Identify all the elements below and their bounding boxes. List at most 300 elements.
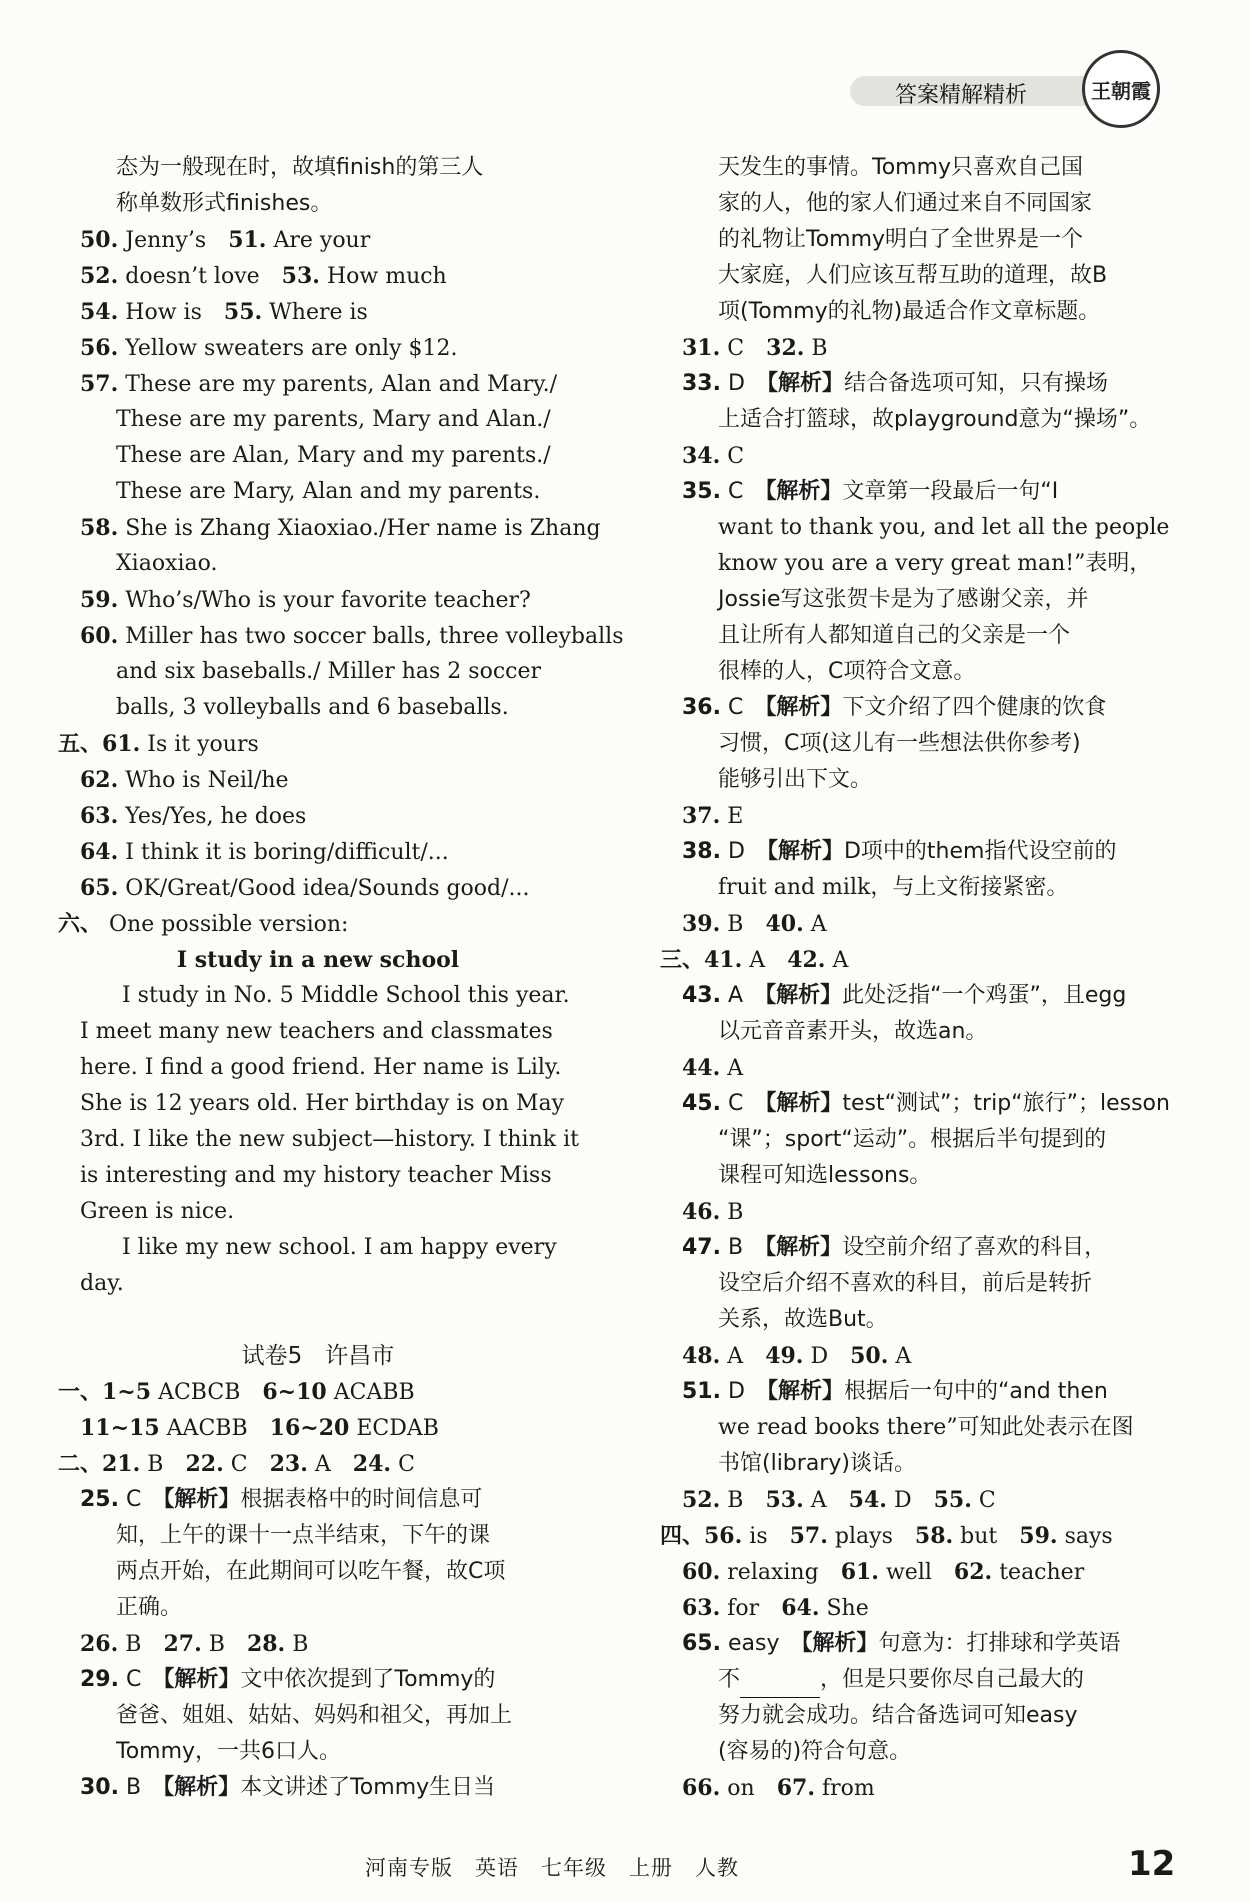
- answer-line: [660, 1086, 1170, 1122]
- answer-text: but: [960, 1524, 998, 1549]
- answer-line: [660, 1662, 1160, 1698]
- answer-line: [660, 1590, 1160, 1626]
- answer-line: [58, 330, 578, 366]
- answer-text: Is it yours: [147, 732, 259, 757]
- answer-text: Where is: [269, 300, 368, 325]
- question-number: 47.: [682, 1235, 721, 1260]
- answer-text: 上适合打篮球，故playground意为“操场”。: [718, 407, 1152, 432]
- answer-text: A: [727, 1056, 744, 1081]
- answer-text: Who’s/Who is your favorite teacher?: [125, 588, 531, 613]
- answer-line: [660, 1338, 1160, 1374]
- answer-line: [660, 690, 1160, 726]
- answer-line: [660, 654, 1160, 690]
- analysis-tag: 【解析】: [163, 1775, 241, 1800]
- answer-text: B: [292, 1632, 309, 1657]
- question-number: 54.: [80, 299, 119, 325]
- answer-text: from: [822, 1776, 875, 1801]
- analysis-tag: 【解析】: [766, 1379, 844, 1404]
- question-number: 57.: [789, 1523, 828, 1549]
- answer-text: want to thank you, and let all the people: [718, 515, 1170, 540]
- answer-text: OK/Great/Good idea/Sounds good/...: [125, 876, 530, 901]
- question-number: 63.: [682, 1595, 721, 1621]
- question-number: 52.: [682, 1487, 721, 1513]
- answer-text: C: [727, 695, 744, 720]
- question-number: 64.: [80, 839, 119, 865]
- question-number: 11~15: [80, 1415, 160, 1441]
- answer-text: AACBB: [166, 1416, 248, 1441]
- answer-text: D: [727, 371, 745, 396]
- question-number: 40.: [765, 911, 804, 937]
- answer-line: [660, 366, 1160, 402]
- answer-line: [660, 762, 1160, 798]
- analysis-tag: 【解析】: [163, 1667, 241, 1692]
- left-column: [58, 150, 624, 1806]
- answer-text: day.: [80, 1271, 124, 1296]
- answer-line: [58, 1086, 578, 1122]
- answer-line: [58, 834, 578, 870]
- answer-text: 3rd. I like the new subject—history. I think it: [80, 1127, 579, 1152]
- answer-line: [58, 294, 578, 330]
- answer-line: [660, 798, 1160, 834]
- answer-line: [58, 798, 578, 834]
- answer-text: 态为一般现在时，故填finish的第三人: [116, 155, 484, 180]
- answer-text: Are your: [273, 228, 371, 253]
- answer-line: [660, 1230, 1160, 1266]
- question-number: 45.: [682, 1091, 721, 1116]
- question-number: 39.: [682, 911, 721, 937]
- question-number: 一、1~5: [58, 1379, 152, 1405]
- answer-text: 正确。: [116, 1595, 183, 1620]
- answer-line: [58, 1554, 578, 1590]
- answer-line: [58, 1518, 578, 1554]
- analysis-text: 设空前介绍了喜欢的科目，: [842, 1235, 1107, 1260]
- question-number: 60.: [682, 1559, 721, 1585]
- question-number: 58.: [914, 1523, 954, 1549]
- answer-line: [58, 546, 578, 582]
- answer-line: [660, 1698, 1160, 1734]
- answer-text: 知，上午的课十一点半结束，下午的课: [116, 1523, 491, 1548]
- answer-text: 努力就会成功。结合备选词可知easy: [718, 1703, 1078, 1728]
- answer-line: [660, 438, 1160, 474]
- question-number: 25.: [80, 1487, 119, 1512]
- question-number: 57.: [80, 371, 119, 397]
- answer-text: and six baseballs./ Miller has 2 soccer: [116, 659, 541, 684]
- question-number: 四、56.: [660, 1523, 743, 1549]
- answer-line: [58, 654, 578, 690]
- answer-text: here. I find a good friend. Her name is Lily.: [80, 1055, 562, 1080]
- answer-line: [58, 1446, 578, 1482]
- answer-line: [58, 870, 578, 906]
- analysis-text: 本文讲述了Tommy生日当: [240, 1775, 496, 1800]
- answer-line: [660, 1734, 1160, 1770]
- answer-text: ，但是只要你尽自己最大的: [820, 1667, 1085, 1692]
- answer-text: balls, 3 volleyballs and 6 baseballs.: [116, 695, 509, 720]
- answer-line: [58, 510, 601, 546]
- answer-text: 能够引出下文。: [718, 767, 873, 792]
- question-number: 22.: [185, 1451, 224, 1477]
- answer-line: [58, 474, 578, 510]
- question-number: 65.: [682, 1631, 721, 1656]
- answer-text: fruit and milk，与上文衔接紧密。: [718, 875, 1069, 900]
- answer-line: [660, 222, 1160, 258]
- answer-text: B: [208, 1632, 225, 1657]
- answer-text: A: [832, 948, 849, 973]
- answer-line: [660, 1194, 1160, 1230]
- question-number: 59.: [1019, 1523, 1058, 1549]
- answer-line: [660, 618, 1160, 654]
- answer-line: [660, 978, 1160, 1014]
- question-number: 67.: [776, 1775, 815, 1801]
- question-number: 51.: [228, 227, 267, 253]
- question-number: 50.: [850, 1343, 889, 1369]
- question-number: 24.: [352, 1451, 392, 1477]
- answer-line: [58, 1590, 578, 1626]
- answer-text: She: [826, 1596, 869, 1621]
- answer-text: Jossie写这张贺卡是为了感谢父亲，并: [718, 587, 1089, 612]
- answer-line: [660, 294, 1160, 330]
- answer-text: One possible version:: [109, 912, 349, 937]
- page-header: [0, 28, 1250, 120]
- answer-text: Xiaoxiao.: [116, 551, 218, 576]
- question-number: 27.: [163, 1631, 202, 1657]
- question-number: 32.: [766, 335, 805, 361]
- question-number: 50.: [80, 227, 119, 253]
- question-number: 55.: [933, 1487, 972, 1513]
- question-number: 36.: [682, 695, 721, 720]
- spacer: [58, 1302, 578, 1338]
- question-number: 66.: [682, 1775, 721, 1801]
- answer-text: C: [398, 1452, 415, 1477]
- answer-text: 很棒的人，C项符合文意。: [718, 659, 976, 684]
- answer-text: These are my parents, Alan and Mary./: [125, 372, 558, 397]
- answer-line: [58, 1482, 578, 1518]
- answer-text: Jenny’s: [125, 228, 207, 253]
- answer-line: [58, 906, 578, 942]
- answer-text: relaxing: [727, 1560, 819, 1585]
- answer-text: B: [125, 1775, 142, 1800]
- answer-line: [660, 906, 1160, 942]
- answer-text: 且让所有人都知道自己的父亲是一个: [718, 623, 1071, 648]
- section-title: [58, 1338, 578, 1374]
- answer-text: 设空后介绍不喜欢的科目，前后是转折: [718, 1271, 1093, 1296]
- answer-line: [660, 870, 1160, 906]
- page-number: 12: [1128, 1844, 1176, 1884]
- answer-text: C: [230, 1452, 248, 1477]
- question-number: 54.: [848, 1487, 887, 1513]
- answer-text: “课”；sport“运动”。根据后半句提到的: [718, 1127, 1107, 1152]
- answer-text: is interesting and my history teacher Miss: [80, 1163, 552, 1188]
- question-number: 46.: [682, 1199, 721, 1225]
- answer-line: [660, 1374, 1160, 1410]
- answer-text: B: [811, 336, 828, 361]
- question-number: 16~20: [269, 1415, 350, 1441]
- answer-line: [58, 1266, 578, 1302]
- answer-line: [660, 258, 1160, 294]
- answer-line: [58, 1158, 578, 1194]
- answer-text: 关系，故选But。: [718, 1307, 888, 1332]
- question-number: 38.: [682, 839, 721, 864]
- question-number: 61.: [840, 1559, 879, 1585]
- answer-line: [58, 1122, 578, 1158]
- answer-line: [660, 1626, 1160, 1662]
- answer-text: I meet many new teachers and classmates: [80, 1019, 553, 1044]
- answer-text: These are Alan, Mary and my parents./: [116, 443, 551, 468]
- answer-text: Who is Neil/he: [125, 768, 289, 793]
- analysis-tag: 【解析】: [765, 695, 843, 720]
- answer-text: These are Mary, Alan and my parents.: [116, 479, 541, 504]
- answer-text: 称单数形式finishes。: [116, 191, 333, 216]
- question-number: 三、41.: [660, 947, 743, 973]
- answer-text: easy: [727, 1631, 780, 1656]
- answer-line: [660, 1446, 1160, 1482]
- question-number: 58.: [80, 515, 119, 541]
- answer-line: [660, 186, 1160, 222]
- analysis-tag: 【解析】: [765, 479, 843, 504]
- answer-line: [58, 1230, 578, 1266]
- answer-line: [58, 186, 578, 222]
- answer-line: [58, 1050, 578, 1086]
- answer-line: [660, 1518, 1160, 1554]
- answer-text: Miller has two soccer balls, three volleyballs: [125, 624, 624, 649]
- answer-line: [660, 834, 1160, 870]
- answer-text: 爸爸、姐姐、姑姑、妈妈和祖父，再加上: [116, 1703, 513, 1728]
- answer-text: A: [810, 1488, 827, 1513]
- answer-text: B: [147, 1452, 164, 1477]
- answer-text: How much: [326, 264, 447, 289]
- answer-line: [58, 690, 578, 726]
- answer-text: 书馆(library)谈话。: [718, 1451, 916, 1476]
- answer-text: These are my parents, Mary and Alan./: [116, 407, 551, 432]
- answer-line: [660, 1158, 1160, 1194]
- analysis-tag: 【解析】: [766, 839, 844, 864]
- answer-line: [58, 1194, 578, 1230]
- question-number: 48.: [682, 1343, 721, 1369]
- question-number: 二、21.: [58, 1451, 141, 1477]
- answer-line: [58, 1770, 578, 1806]
- answer-text: ECDAB: [356, 1416, 439, 1441]
- answer-text: 试卷5 许昌市: [241, 1343, 395, 1369]
- answer-line: [58, 1698, 578, 1734]
- question-number: 62.: [80, 767, 119, 793]
- question-number: 29.: [80, 1667, 119, 1692]
- answer-text: (容易的)符合句意。: [718, 1739, 912, 1764]
- answer-line: [660, 1266, 1160, 1302]
- answer-text: 的礼物让Tommy明白了全世界是一个: [718, 227, 1084, 252]
- right-column: [660, 150, 1170, 1806]
- answer-line: [660, 1122, 1160, 1158]
- answer-text: ACABB: [333, 1380, 415, 1405]
- analysis-text: 此处泛指“一个鸡蛋”，且egg: [842, 983, 1127, 1008]
- analysis-tag: 【解析】: [765, 1235, 843, 1260]
- answer-text: well: [885, 1560, 932, 1585]
- question-number: 五、61.: [58, 731, 141, 757]
- answer-text: Green is nice.: [80, 1199, 235, 1224]
- analysis-text: 根据后一句中的“and then: [843, 1379, 1108, 1404]
- answer-text: D: [893, 1488, 912, 1513]
- answer-text: C: [727, 479, 744, 504]
- answer-text: is: [749, 1524, 768, 1549]
- analysis-tag: 【解析】: [766, 371, 844, 396]
- question-number: 34.: [682, 443, 721, 469]
- question-number: 59.: [80, 587, 119, 613]
- answer-text: B: [727, 1235, 744, 1260]
- essay-title: [58, 942, 578, 978]
- answer-text: teacher: [999, 1560, 1085, 1585]
- answer-text: I study in a new school: [176, 947, 460, 973]
- answer-text: 两点开始，在此期间可以吃午餐，故C项: [116, 1559, 506, 1584]
- answer-line: [58, 582, 578, 618]
- answer-text: A: [727, 983, 744, 1008]
- answer-line: [58, 1626, 578, 1662]
- answer-text: 课程可知选lessons。: [718, 1163, 932, 1188]
- answer-text: 习惯，C项(这儿有一些想法供你参考): [718, 731, 1081, 756]
- brand-seal-logo: [1082, 50, 1160, 128]
- question-number: 55.: [223, 299, 263, 325]
- answer-text: E: [727, 804, 744, 829]
- question-number: 53.: [281, 263, 320, 289]
- analysis-tag: 【解析】: [765, 1091, 843, 1116]
- answer-line: [660, 150, 1160, 186]
- analysis-text: 文章第一段最后一句“I: [842, 479, 1059, 504]
- answer-line: [660, 1770, 1160, 1806]
- question-number: 56.: [80, 335, 119, 361]
- answer-text: A: [749, 948, 766, 973]
- answer-line: [58, 978, 578, 1014]
- question-number: 53.: [765, 1487, 804, 1513]
- answer-line: [660, 1302, 1160, 1338]
- analysis-text: 结合备选项可知，只有操场: [843, 371, 1108, 396]
- answer-text: I study in No. 5 Middle School this year.: [122, 983, 570, 1008]
- blank-underline: [740, 1677, 820, 1698]
- answer-line: [58, 726, 578, 762]
- answer-text: for: [727, 1596, 760, 1621]
- answer-text: C: [727, 444, 745, 469]
- question-number: 65.: [80, 875, 119, 901]
- seal-text: 王朝霞: [1091, 78, 1151, 103]
- answer-text: 以元音音素开头，故选an。: [718, 1019, 988, 1044]
- footer-info: 河南专版 英语 七年级 上册 人教: [365, 1856, 739, 1880]
- answer-text: ACBCB: [158, 1380, 241, 1405]
- answer-line: [660, 1482, 1160, 1518]
- question-number: 31.: [682, 335, 721, 361]
- question-number: 26.: [80, 1631, 119, 1657]
- question-number: 30.: [80, 1775, 119, 1800]
- answer-text: A: [895, 1344, 912, 1369]
- answer-text: D: [727, 1379, 745, 1404]
- answer-text: plays: [834, 1524, 893, 1549]
- answer-text: She is Zhang Xiaoxiao./Her name is Zhang: [125, 516, 601, 541]
- question-number: 63.: [80, 803, 119, 829]
- answer-text: says: [1064, 1524, 1113, 1549]
- answer-text: Tommy，一共6口人。: [116, 1739, 342, 1764]
- answer-text: B: [727, 1488, 744, 1513]
- question-number: 六、: [58, 911, 103, 937]
- answer-text: C: [125, 1487, 142, 1512]
- answer-text: How is: [125, 300, 202, 325]
- question-number: 23.: [269, 1451, 308, 1477]
- analysis-text: test“测试”；trip“旅行”；lesson: [842, 1091, 1170, 1116]
- answer-line: [58, 1014, 578, 1050]
- answer-text: C: [727, 1091, 744, 1116]
- answer-text: 项(Tommy的礼物)最适合作文章标题。: [718, 299, 1101, 324]
- answer-line: [58, 762, 578, 798]
- analysis-tag: 【解析】: [801, 1631, 879, 1656]
- analysis-text: 根据表格中的时间信息可: [240, 1487, 483, 1512]
- question-number: 37.: [682, 803, 721, 829]
- question-number: 33.: [682, 371, 721, 396]
- answer-line: [660, 402, 1160, 438]
- question-number: 49.: [765, 1343, 804, 1369]
- answer-line: [660, 546, 1160, 582]
- answer-line: [58, 438, 578, 474]
- answer-line: [660, 942, 1160, 978]
- answer-line: [58, 1734, 578, 1770]
- answer-line: [58, 258, 578, 294]
- answer-line: [58, 1374, 578, 1410]
- answer-line: [660, 1554, 1160, 1590]
- answer-line: [58, 222, 578, 258]
- answer-text: D: [727, 839, 745, 864]
- answer-text: know you are a very great man!”表明，: [718, 551, 1152, 576]
- answer-text: B: [125, 1632, 142, 1657]
- analysis-tag: 【解析】: [163, 1487, 241, 1512]
- answer-text: She is 12 years old. Her birthday is on May: [80, 1091, 565, 1116]
- answer-text: 大家庭，人们应该互帮互助的道理，故B: [718, 263, 1108, 288]
- analysis-text: 文中依次提到了Tommy的: [240, 1667, 496, 1692]
- question-number: 6~10: [262, 1379, 327, 1405]
- answer-line: [660, 1050, 1160, 1086]
- question-number: 28.: [246, 1631, 286, 1657]
- answer-text: I think it is boring/difficult/...: [125, 840, 449, 865]
- analysis-text: 下文介绍了四个健康的饮食: [842, 695, 1107, 720]
- answer-text: Yellow sweaters are only $12.: [125, 336, 458, 361]
- answer-text: we read books there”可知此处表示在图: [718, 1415, 1134, 1440]
- question-number: 43.: [682, 983, 721, 1008]
- analysis-text: 句意为：打排球和学英语: [878, 1631, 1121, 1656]
- question-number: 62.: [953, 1559, 993, 1585]
- answer-text: B: [727, 1200, 744, 1225]
- answer-line: [660, 474, 1160, 510]
- answer-line: [660, 510, 1170, 546]
- answer-text: 家的人，他的家人们通过来自不同国家: [718, 191, 1093, 216]
- question-number: 44.: [682, 1055, 721, 1081]
- answer-text: C: [125, 1667, 142, 1692]
- answer-text: B: [727, 912, 744, 937]
- answer-text: 天发生的事情。Tommy只喜欢自己国: [718, 155, 1084, 180]
- answer-text: A: [810, 912, 827, 937]
- answer-line: [58, 1662, 578, 1698]
- answer-line: [58, 366, 578, 402]
- answer-text: C: [978, 1488, 996, 1513]
- analysis-tag: 【解析】: [765, 983, 843, 1008]
- question-number: 60.: [80, 623, 119, 649]
- answer-line: [660, 582, 1160, 618]
- answer-text: I like my new school. I am happy every: [122, 1235, 557, 1260]
- question-number: 51.: [682, 1379, 721, 1404]
- answer-line: [660, 1410, 1160, 1446]
- question-number: 35.: [682, 479, 721, 504]
- answer-text: on: [727, 1776, 755, 1801]
- answer-text: C: [727, 336, 745, 361]
- answer-text: D: [810, 1344, 829, 1369]
- question-number: 52.: [80, 263, 119, 289]
- answer-line: [58, 150, 578, 186]
- answer-text: Yes/Yes, he does: [125, 804, 307, 829]
- answer-text: A: [314, 1452, 331, 1477]
- answer-line: [660, 330, 1160, 366]
- answer-line: [660, 726, 1160, 762]
- question-number: 42.: [787, 947, 826, 973]
